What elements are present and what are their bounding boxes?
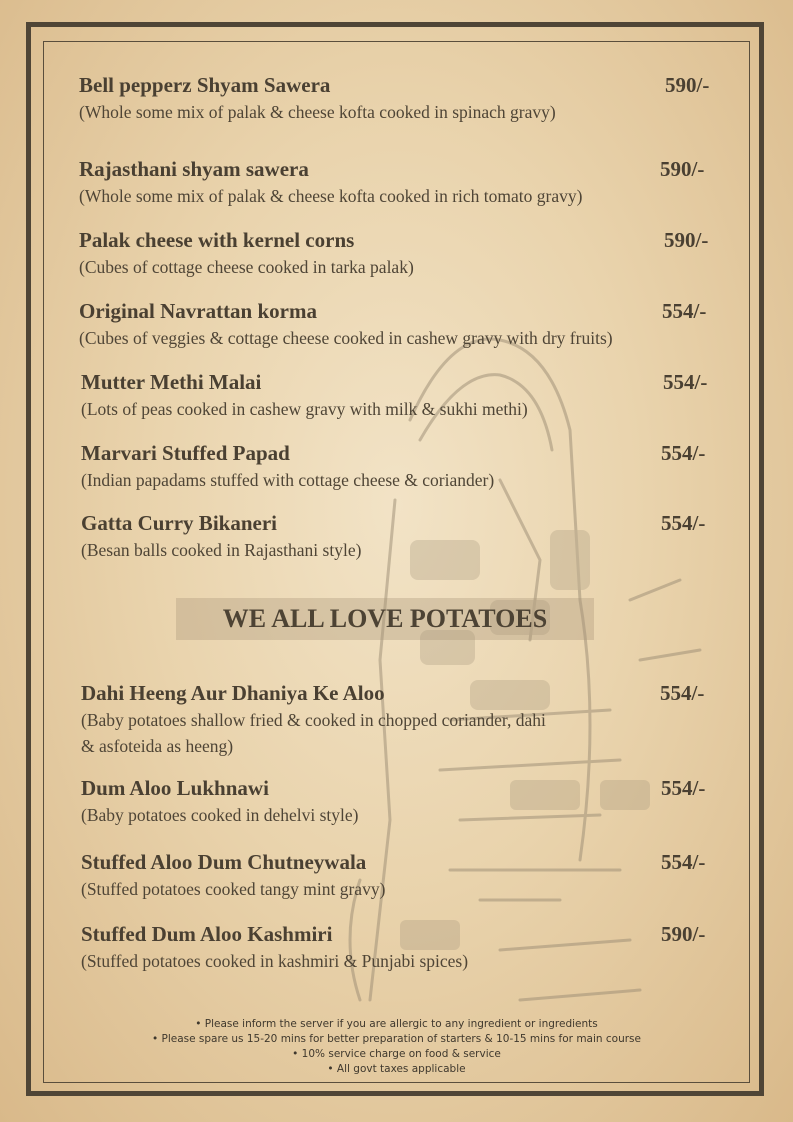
item-price: 554/- — [661, 850, 706, 874]
item-description: (Baby potatoes cooked in dehelvi style) — [81, 805, 359, 825]
item-name: Bell pepperz Shyam Sawera — [79, 73, 331, 97]
item-description: (Whole some mix of palak & cheese kofta cooked in rich tomato gravy) — [79, 186, 583, 206]
item-description-continued: & asfoteida as heeng) — [81, 736, 234, 756]
item-price: 590/- — [664, 228, 709, 252]
item-name: Marvari Stuffed Papad — [81, 441, 290, 465]
item-description: (Besan balls cooked in Rajasthani style) — [81, 540, 362, 560]
item-description: (Cubes of cottage cheese cooked in tarka palak) — [79, 257, 414, 277]
item-name: Dum Aloo Lukhnawi — [81, 776, 269, 800]
note-service-charge: • 10% service charge on food & service — [292, 1048, 501, 1060]
item-name: Stuffed Aloo Dum Chutneywala — [81, 850, 367, 874]
item-description: (Stuffed potatoes cooked in kashmiri & Punjabi spices) — [81, 951, 469, 971]
item-description: (Cubes of veggies & cottage cheese cooked in cashew gravy with dry fruits) — [79, 328, 613, 348]
item-price: 590/- — [661, 922, 706, 946]
item-name: Original Navrattan korma — [79, 299, 317, 323]
footer-notes — [0, 1017, 793, 1077]
item-price: 554/- — [661, 441, 706, 465]
item-name: Palak cheese with kernel corns — [79, 228, 355, 252]
item-price: 554/- — [661, 511, 706, 535]
item-description: (Indian papadams stuffed with cottage cheese & coriander) — [81, 470, 495, 490]
item-name: Rajasthani shyam sawera — [79, 157, 309, 181]
item-price: 554/- — [663, 370, 708, 394]
item-name: Stuffed Dum Aloo Kashmiri — [81, 922, 333, 946]
item-price: 554/- — [660, 681, 705, 705]
item-price: 590/- — [665, 73, 710, 97]
item-price: 554/- — [662, 299, 707, 323]
item-name: Gatta Curry Bikaneri — [81, 511, 277, 535]
item-description: (Lots of peas cooked in cashew gravy with milk & sukhi methi) — [81, 399, 528, 419]
note-allergy: • Please inform the server if you are allergic to any ingredient or ingredients — [195, 1018, 598, 1030]
item-name: Mutter Methi Malai — [81, 370, 262, 394]
note-preparation-time: • Please spare us 15-20 mins for better preparation of starters & 10-15 mins for main course — [151, 1033, 641, 1045]
section-title: WE ALL LOVE POTATOES — [222, 604, 548, 633]
note-taxes: • All govt taxes applicable — [327, 1063, 466, 1075]
item-description: (Stuffed potatoes cooked tangy mint gravy) — [81, 879, 386, 899]
item-description: (Baby potatoes shallow fried & cooked in chopped coriander, dahi — [81, 710, 546, 730]
item-price: 590/- — [660, 157, 705, 181]
item-description: (Whole some mix of palak & cheese kofta cooked in spinach gravy) — [79, 102, 556, 122]
item-price: 554/- — [661, 776, 706, 800]
item-name: Dahi Heeng Aur Dhaniya Ke Aloo — [81, 681, 385, 705]
